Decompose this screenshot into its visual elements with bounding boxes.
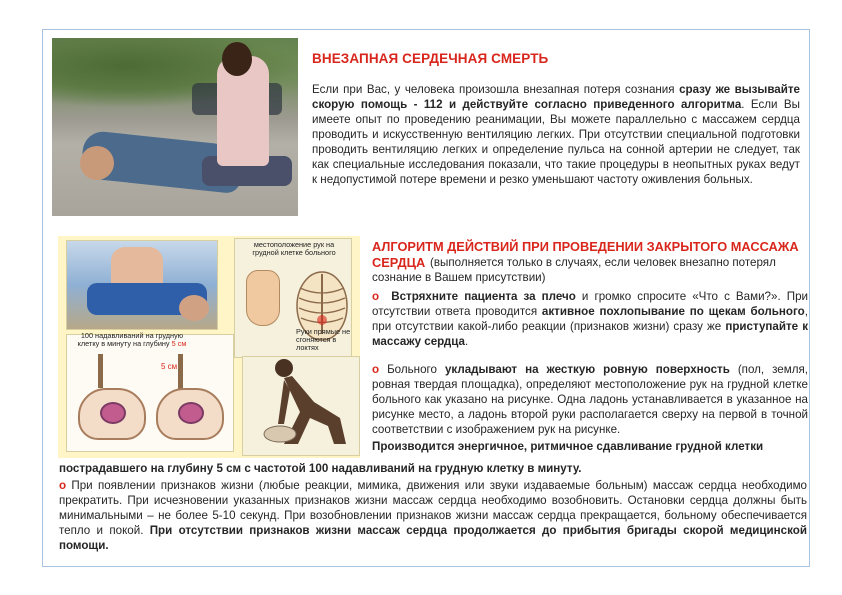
step-compression-line1: Производится энергичное, ритмичное сдавливание грудной клетки (372, 440, 764, 453)
hand-icon (246, 270, 280, 326)
cpr-photo (66, 240, 218, 330)
rescuer-silhouette-icon (254, 354, 354, 450)
section-title-word: СЕРДЦА (372, 255, 426, 270)
intro-bold: сразу же вызывайте скорую помощь - 112 и действуйте согласно приведенного алгоритма (312, 83, 800, 111)
section-title-cpr-algorithm: АЛГОРИТМ ДЕЙСТВИЙ ПРИ ПРОВЕДЕНИИ ЗАКРЫТОГО МАССАЖА (372, 239, 799, 254)
step-signs-of-life: o При появлении признаков жизни (любые реакции, мимика, движения или звуки издаваемые больным) массаж сердца необходимо прекратить. При исчезновении указанных признаков жизни массаж сердца необходимо возобновить. Остановки сердца должны быть минимальными – не более 5-10 секунд. При возобновлении признаков жизни массаж сердца прекращается, больному обеспечивается тепло и покой. При отсутствии признаков жизни массаж сердца продолжается до прибытия бригады скорой медицинской помощи. (59, 479, 807, 552)
intro-rest: . Если Вы имеете опыт по проведению реанимации, Вы можете параллельно с массажем сердца проводить и искусственную вентиляцию легких. При отсутствии специальной подготовки проводить вентиляцию легких и определение пульса на сонной артерии не следует, так как специальные исследования показали, что такие процедуры в неопытных руках ведут к недопустимой потере времени и резко уменьшают частоту оживления больных. (312, 98, 800, 186)
bullet-icon: o (372, 290, 380, 303)
depth-label: 5 см (161, 362, 178, 371)
bullet-icon: o (59, 479, 67, 492)
arms-straight-caption: Руки прямые не сгоняются в локтях (296, 327, 351, 352)
bullet-icon: o (372, 363, 380, 376)
algorithm-note-line1: (выполняется только в случаях, если человек внезапно потерял (430, 256, 776, 269)
intro-paragraph (312, 82, 800, 187)
intro-text: Если при Вас, у человека произошла внезапная потеря сознания (312, 83, 680, 96)
section-title-sudden-death: ВНЕЗАПНАЯ СЕРДЕЧНАЯ СМЕРТЬ (312, 51, 549, 66)
step-compression-line2: пострадавшего на глубину 5 см с частотой 100 надавливаний на грудную клетку в минуту. (59, 462, 582, 475)
hand-position-caption: местоположение рук на грудной клетке больного (252, 240, 336, 257)
cpr-illustration-panel (58, 236, 360, 458)
step-shake-patient: o Встряхните пациента за плечо и громко спросите «Что с Вами?». При отсутствии ответа проводится активное похлопывание по щекам больного, при отсутствии какой-либо реакции (признаков жизни) сразу же приступайте к массажу сердца. (372, 290, 808, 348)
chest-diagram-relaxed (78, 388, 146, 440)
step-lay-patient: o Больного укладывают на жесткую ровную поверхность (пол, земля, ровная твердая площадка), определяют местоположение рук на грудной клетке больного как указано на рисунке. Одна ладонь устанавливается в указанное на рисунке место, а ладонь второй руки располагается сверху на первой в точной соответствии с изображением рук на рисунке. (372, 363, 808, 436)
chest-diagram-compressed (156, 388, 224, 440)
photo-person-calling-help (52, 38, 298, 216)
arm-line-left (98, 354, 103, 388)
algorithm-note-line2: сознание в Вашем присутствии) (372, 271, 546, 284)
compression-caption: 100 надавливаний на грудную клетку в минуту на глубину 5 см (77, 331, 187, 348)
